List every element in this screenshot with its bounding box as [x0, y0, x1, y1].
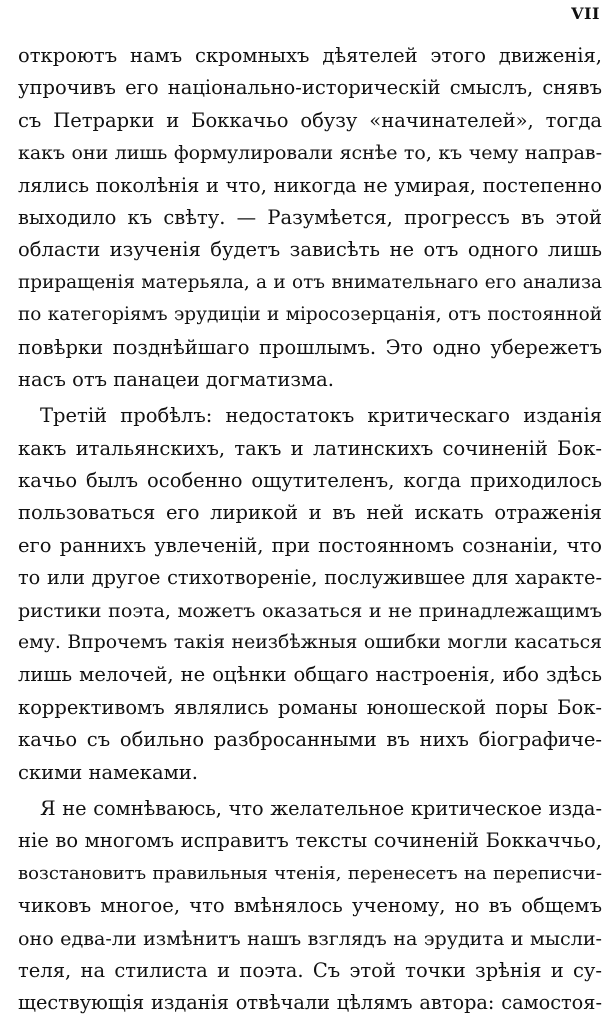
text-line: повѣрки позднѣйшаго прошлымъ. Это одно убережетъ — [18, 335, 602, 359]
text-line: приращенія матерьяла, а и отъ внимательнаго его анализа — [18, 271, 602, 293]
text-line: коррективомъ являлись романы юношеской поры Бок- — [18, 695, 602, 719]
text-line: чиковъ многое, что вмѣнялось ученому, но въ общемъ — [18, 894, 602, 918]
text-line: откроютъ намъ скромныхъ дѣятелей этого движенія, — [18, 44, 602, 67]
text-line: какъ они лишь формулировали яснѣе то, къ чему направ- — [18, 142, 602, 165]
text-line: оно едва-ли измѣнитъ нашъ взглядъ на эрудита и мысли- — [18, 926, 602, 950]
text-line: какъ итальянскихъ, такъ и латинскихъ сочиненій Бок- — [18, 436, 602, 460]
text-line: лялись поколѣнія и что, никогда не умирая, постепенно — [18, 173, 602, 197]
text-line: ніе во многомъ исправитъ тексты сочиненій Боккаччьо, — [18, 829, 602, 853]
text-line: теля, на стилиста и поэта. Съ этой точки зрѣнія и су- — [18, 958, 602, 982]
text-line: скими намеками. — [18, 760, 198, 784]
text-body — [18, 40, 602, 1024]
text-line: качьо съ обильно разбросанными въ нихъ біографиче- — [18, 728, 602, 752]
text-line: лишь мелочей, не оцѣнки общаго настроенія, ибо здѣсь — [18, 663, 602, 687]
text-line: съ Петрарки и Боккачьо обузу «начинателей», тогда — [18, 108, 602, 132]
page-number: VII — [571, 4, 600, 23]
text-line: его раннихъ увлеченій, при постоянномъ сознаніи, что — [18, 533, 602, 557]
text-line: возстановитъ правильныя чтенія, перенесетъ на переписчи- — [18, 862, 602, 884]
text-line: выходило къ свѣту. — Разумѣется, прогрессъ въ этой — [18, 205, 602, 229]
text-line: насъ отъ панацеи догматизма. — [18, 367, 334, 391]
text-line: то или другое стихотвореніе, послужившее для характе- — [18, 566, 602, 590]
text-line: ему. Впрочемъ такія неизбѣжныя ошибки могли касаться — [18, 632, 602, 654]
text-line: Я не сомнѣваюсь, что желательное критическое изда- — [40, 796, 602, 820]
paragraph-1 — [18, 40, 602, 396]
paragraph-3 — [18, 793, 602, 1020]
text-line: Третій пробѣлъ: недостатокъ критическаго изданія — [40, 404, 602, 428]
text-line: упрочивъ его національно-историческій смыслъ, снявъ — [18, 76, 602, 100]
text-line: области изученія будетъ зависѣть не отъ одного лишь — [18, 238, 602, 262]
text-line: ществующія изданія отвѣчали цѣлямъ автора: самостоя- — [18, 991, 602, 1015]
text-line: ристики поэта, можетъ оказаться и не принадлежащимъ — [18, 599, 602, 622]
text-line: по категоріямъ эрудиціи и міросозерцанія, отъ постоянной — [18, 304, 602, 326]
text-line: качьо былъ особенно ощутителенъ, когда приходилось — [18, 469, 602, 493]
paragraph-2 — [18, 400, 602, 789]
text-line: пользоваться его лирикой и въ ней искать отраженія — [18, 501, 602, 525]
